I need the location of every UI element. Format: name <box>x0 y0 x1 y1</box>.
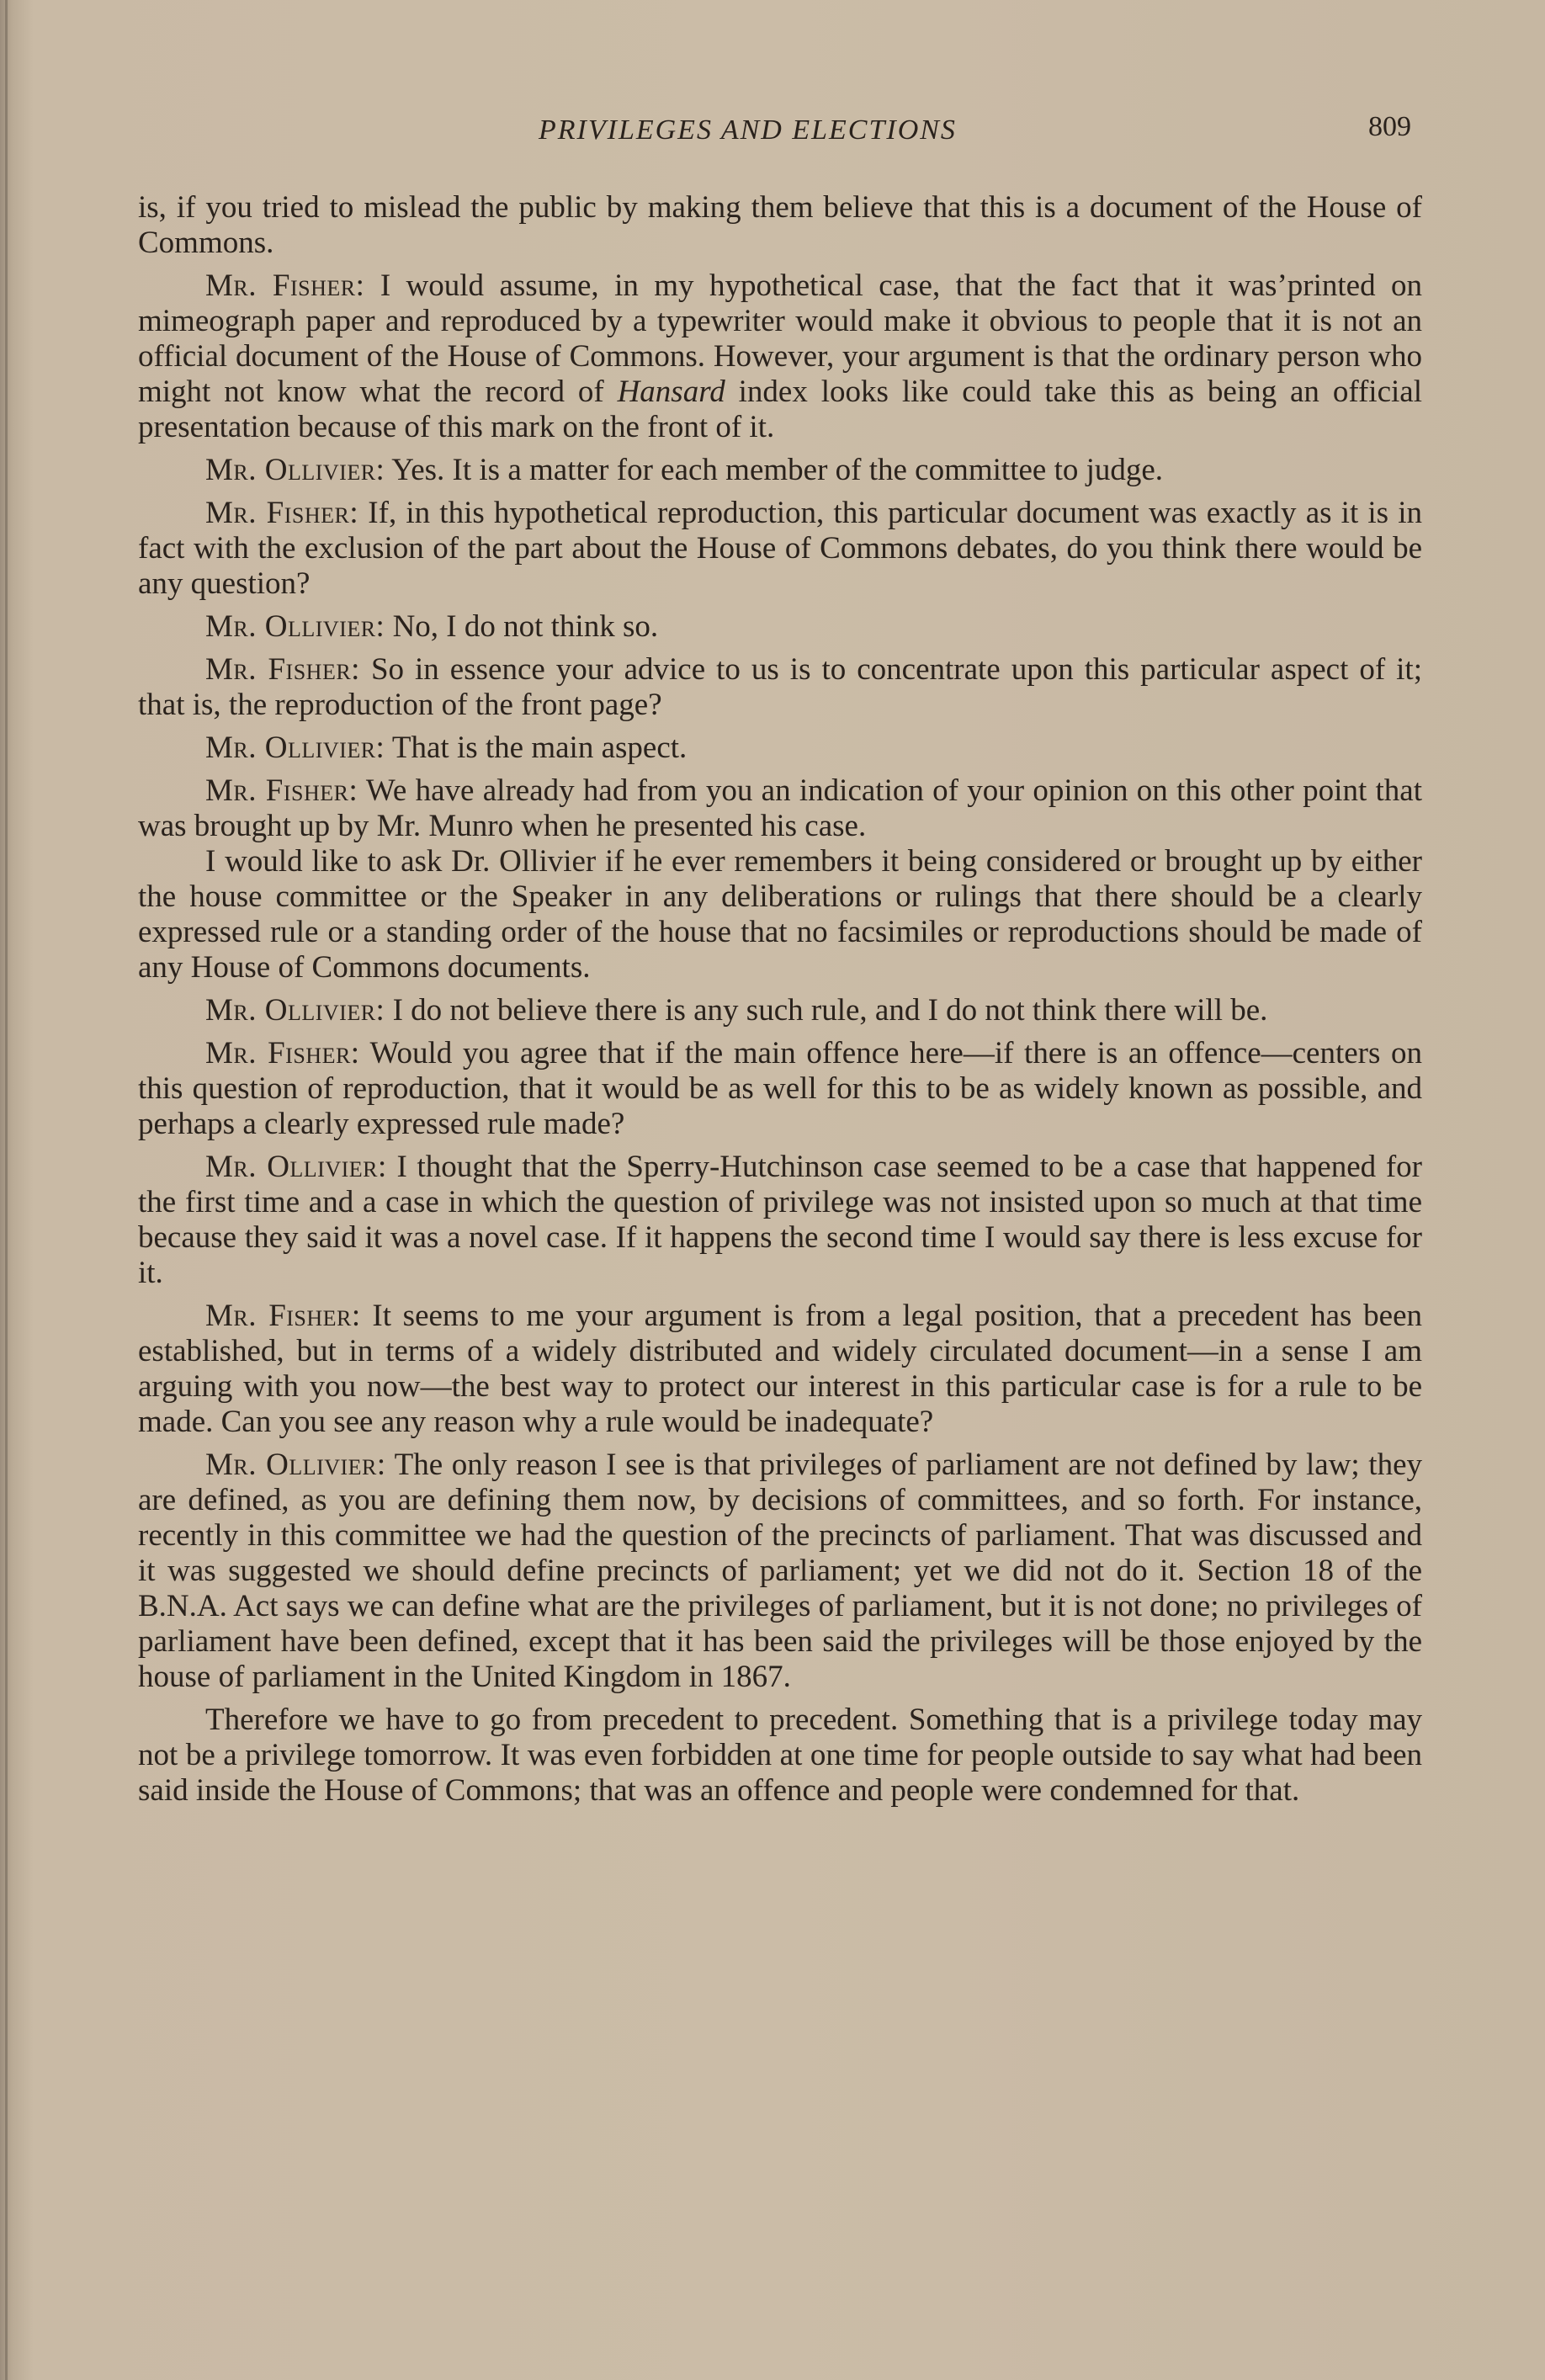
paragraph-text: Yes. It is a matter for each member of the committee to judge. <box>385 453 1164 487</box>
paragraph <box>138 1703 1422 1809</box>
speaker-name: Mr. Fisher: <box>205 268 365 303</box>
paragraph-text: Would you agree that if the main offence here—if there is an offence—centers on this question of reproduction, that it would be as well for this to be as widely known as possible, and perhaps a clearly expressed rule made? <box>138 1036 1422 1141</box>
speaker-name: Mr. Fisher: <box>205 1036 360 1070</box>
running-title: PRIVILEGES AND ELECTIONS <box>539 114 957 146</box>
paragraph <box>138 1150 1422 1291</box>
paragraph-text-after: index looks like could take this as being an official presentation because of this mark on the front of it. <box>138 375 1422 444</box>
page-number: 809 <box>1368 111 1411 142</box>
paragraph-text: No, I do not think so. <box>385 609 659 644</box>
paragraph <box>138 268 1422 445</box>
paragraph <box>138 609 1422 645</box>
paragraph <box>138 1448 1422 1695</box>
paragraph-text: Therefore we have to go from precedent to precedent. Something that is a privilege today may not be a privilege tomorrow. It was even forbidden at one time for people outside to say what had been said inside the House of Commons; that was an offence and people were condemned for that. <box>138 1703 1422 1808</box>
body-text <box>138 190 1422 1816</box>
paragraph-text: I would assume, in my hypothetical case, that the fact that it was’printed on mimeograph paper and reproduced by a typewriter would make it obvious to people that it is not an official document of the House of Commons. However, your argument is that the ordinary person who might not know what the record of <box>138 268 1422 409</box>
paragraph-text: It seems to me your argument is from a legal position, that a precedent has been established, but in terms of a widely distributed and widely circulated document—in a sense I am arguing with you now—the best way to protect our interest in this particular case is for a rule to be made. Can you see any reason why a rule would be inadequate? <box>138 1299 1422 1439</box>
speaker-name: Mr. Fisher: <box>205 1299 361 1333</box>
running-header <box>0 111 1545 151</box>
binding-edge <box>5 0 8 2380</box>
paragraph-text: If, in this hypothetical reproduction, this particular document was exactly as it is in fact with the exclusion of the part about the House of Commons debates, do you think there would be any question? <box>138 496 1423 601</box>
paragraph <box>138 496 1422 602</box>
paragraph <box>138 1036 1422 1142</box>
paragraph-text: That is the main aspect. <box>385 730 688 765</box>
paragraph <box>138 1299 1422 1440</box>
paragraph-text: We have already had from you an indication of your opinion on this other point that was brought up by Mr. Munro when he presented his case. <box>138 773 1423 843</box>
italic-term: Hansard <box>617 375 725 409</box>
speaker-name: Mr. Ollivier: <box>205 993 385 1028</box>
paragraph-text: The only reason I see is that privileges of parliament are not defined by law; they are defined, as you are defining them now, by decisions of committees, and so forth. For instance, recently in this committee we had the question of the precincts of parliament. That was discussed and it was suggested we should define precincts of parliament; yet we did not do it. Section 18 of the B.N.A. Act says we can define what are the privileges of parliament, but it is not done; no privileges of parliament have been defined, except that it has been said the privileges will be those enjoyed by the house of parliament in the United Kingdom in 1867. <box>138 1448 1423 1694</box>
paragraph-text: is, if you tried to mislead the public by making them believe that this is a document of the House of Commons. <box>138 190 1422 260</box>
paragraph-text: I thought that the Sperry-Hutchinson case seemed to be a case that happened for the first time and a case in which the question of privilege was not insisted upon so much at that time because they said it was a novel case. If it happens the second time I would say there is less excuse for it. <box>138 1150 1422 1290</box>
speaker-name: Mr. Ollivier: <box>205 609 385 644</box>
speaker-name: Mr. Ollivier: <box>205 730 385 765</box>
paragraph <box>138 652 1422 723</box>
speaker-name: Mr. Fisher: <box>205 773 358 808</box>
paragraph <box>138 190 1422 261</box>
paragraph <box>138 993 1422 1028</box>
speaker-name: Mr. Ollivier: <box>205 453 385 487</box>
speaker-name: Mr. Fisher: <box>205 652 360 687</box>
speaker-name: Mr. Ollivier: <box>205 1150 387 1184</box>
paragraph-text: I would like to ask Dr. Ollivier if he ever remembers it being considered or brought up by either the house committee or the Speaker in any deliberations or rulings that there should be a clearly expressed rule or a standing order of the house that no facsimiles or reproductions should be made of any House of Commons documents. <box>138 844 1422 985</box>
paragraph-text: I do not believe there is any such rule, and I do not think there will be. <box>385 993 1268 1028</box>
speaker-name: Mr. Fisher: <box>205 496 359 530</box>
paragraph <box>138 773 1422 844</box>
paragraph <box>138 844 1422 985</box>
paragraph <box>138 453 1422 488</box>
paragraph-text: So in essence your advice to us is to concentrate upon this particular aspect of it; that is, the reproduction of the front page? <box>138 652 1422 722</box>
paragraph <box>138 730 1422 766</box>
speaker-name: Mr. Ollivier: <box>205 1448 386 1482</box>
